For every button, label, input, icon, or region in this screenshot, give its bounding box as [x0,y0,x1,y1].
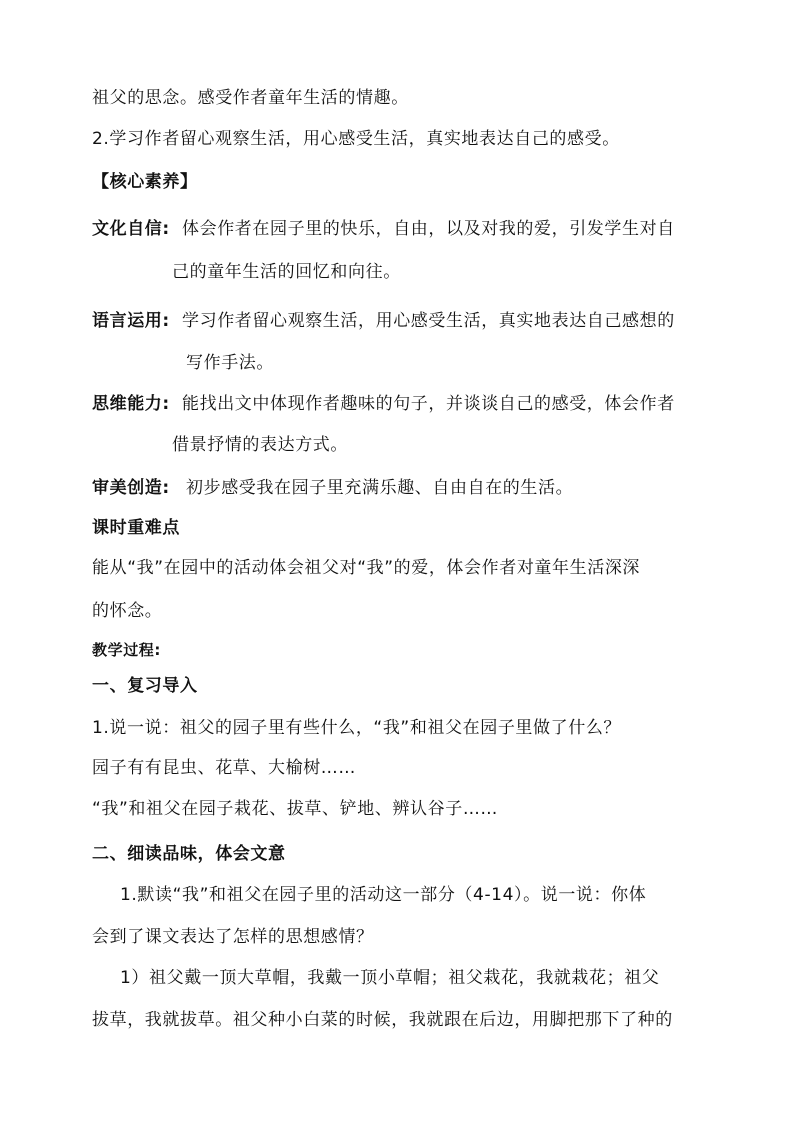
section1-answer2: “我”和祖父在园子栽花、拔草、铲地、辨认谷子…… [92,799,499,819]
language-line2: 写作手法。 [186,353,274,373]
thinking-label: 思维能力: [92,394,170,414]
objective-2: 2.学习作者留心观察生活，用心感受生活，真实地表达自己的感受。 [92,129,620,149]
difficulty-line2: 的怀念。 [92,601,163,621]
thinking-line2: 借景抒情的表达方式。 [172,435,348,455]
section1-question: 1.说一说：祖父的园子里有些什么，“我”和祖父在园子里做了什么？ [92,718,622,738]
process-heading: 教学过程: [92,641,161,659]
section2-para1-line1: 1）祖父戴一顶大草帽，我戴一顶小草帽；祖父栽花，我就栽花；祖父 [120,968,660,988]
section2-line2: 会到了课文表达了怎样的思想感情？ [92,927,374,947]
culture-line2: 己的童年生活的回忆和向往。 [172,262,401,282]
difficulty-heading: 课时重难点 [92,518,180,538]
section1-answer1: 园子有有昆虫、花草、大榆树…… [92,758,356,778]
language-label: 语言运用: [92,311,170,331]
thinking-line1: 能找出文中体现作者趣味的句子，并谈谈自己的感受，体会作者 [182,394,675,414]
section1-heading: 一、复习导入 [92,676,198,696]
aesthetic-label: 审美创造: [92,478,170,498]
difficulty-line1: 能从“我”在园中的活动体会祖父对“我”的爱，体会作者对童年生活深深 [92,558,641,578]
section2-line1: 1.默读“我”和祖父在园子里的活动这一部分（4-14）。说一说：你体 [120,885,647,905]
aesthetic-line1: 初步感受我在园子里充满乐趣、自由自在的生活。 [186,478,574,498]
language-line1: 学习作者留心观察生活，用心感受生活，真实地表达自己感想的 [182,311,675,331]
intro-line: 祖父的思念。感受作者童年生活的情趣。 [92,88,409,108]
section2-heading: 二、细读品味，体会文意 [92,844,286,864]
section2-para1-line2: 拔草，我就拔草。祖父种小白菜的时候，我就跟在后边，用脚把那下了种的 [92,1010,673,1030]
core-heading: 【核心素养】 [92,172,198,192]
culture-line1: 体会作者在园子里的快乐，自由，以及对我的爱，引发学生对自 [182,219,675,239]
culture-label: 文化自信: [92,219,170,239]
